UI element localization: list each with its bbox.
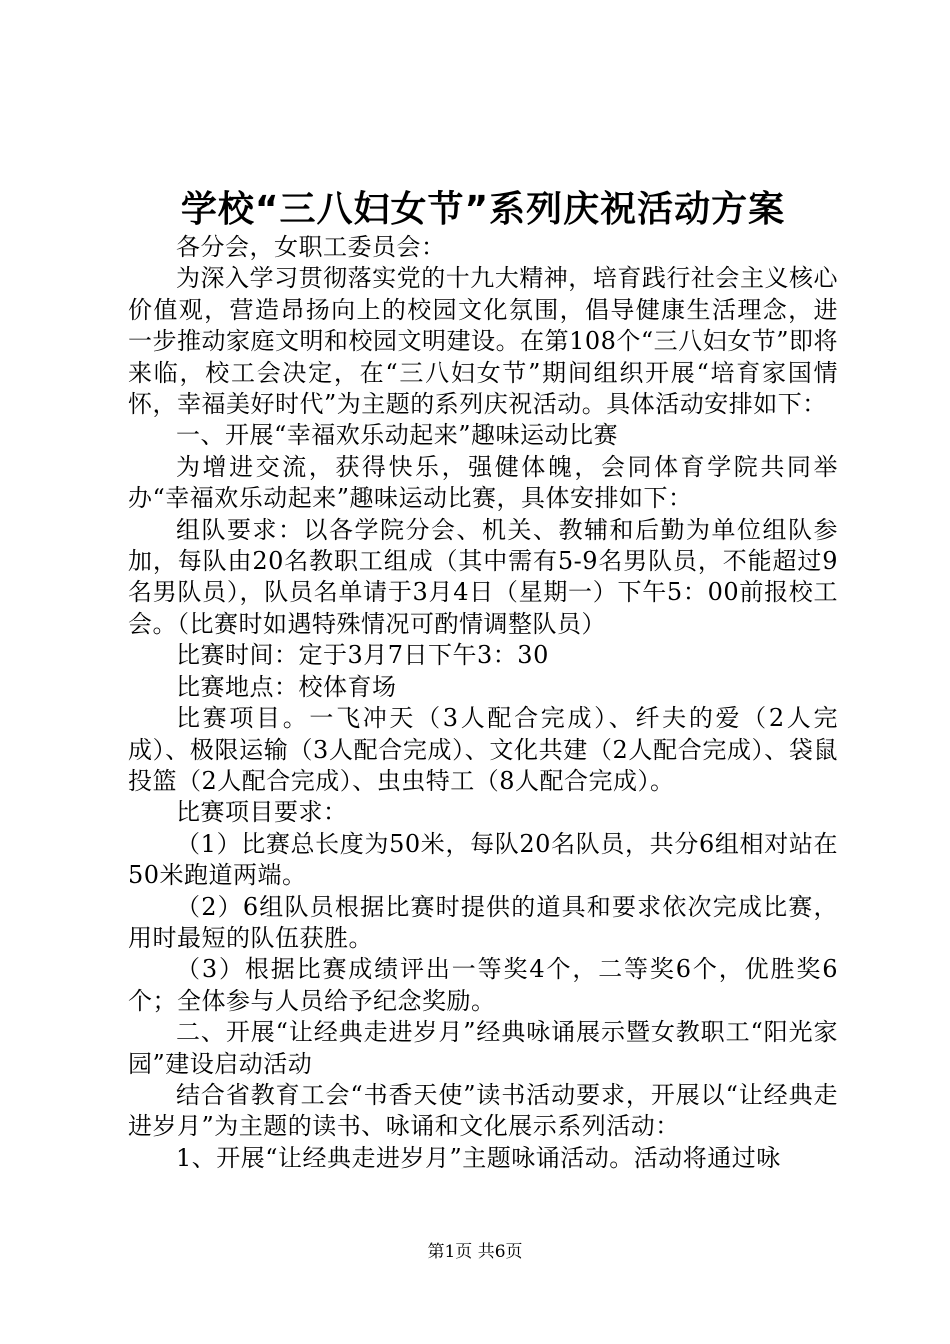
paragraph: 组队要求：以各学院分会、机关、教辅和后勤为单位组队参加，每队由20名教职工组成（其中需有5-9名男队员，不能超过9名男队员），队员名单请于3月4日（星期一）下午5：00前报校工会。（比赛时如遇特殊情况可酌情调整队员）: [128, 515, 838, 638]
section-heading-1: 一、开展“幸福欢乐动起来”趣味运动比赛: [176, 421, 619, 450]
paragraph: 1、开展“让经典走进岁月”主题咏诵活动。活动将通过咏: [176, 1143, 781, 1172]
list-item: （2）6组队员根据比赛时提供的道具和要求依次完成比赛，用时最短的队伍获胜。: [128, 892, 838, 952]
list-item: （3）根据比赛成绩评出一等奖4个，二等奖6个，优胜奖6个；全体参与人员给予纪念奖励。: [128, 955, 838, 1015]
paragraph: 结合省教育工会“书香天使”读书活动要求，开展以“让经典走进岁月”为主题的读书、咏诵和文化展示系列活动：: [128, 1080, 838, 1141]
page-footer: 第1页 共6页: [427, 1242, 523, 1262]
document-title: 学校“三八妇女节”系列庆祝活动方案: [180, 189, 786, 230]
document-body: [128, 232, 838, 1174]
paragraph: 比赛地点：校体育场: [176, 672, 397, 701]
paragraph: 比赛项目。一飞冲天（3人配合完成）、纤夫的爱（2人完成）、极限运输（3人配合完成）、文化共建（2人配合完成）、袋鼠投篮（2人配合完成）、虫虫特工（8人配合完成）。: [128, 704, 838, 795]
paragraph: 比赛时间：定于3月7日下午3：30: [176, 641, 549, 670]
paragraph-salutation: 各分会，女职工委员会：: [176, 233, 446, 261]
paragraph: 为增进交流，获得快乐，强健体魄，会同体育学院共同举办“幸福欢乐动起来”趣味运动比赛，具体安排如下：: [128, 452, 838, 513]
section-heading-2: 二、开展“让经典走进岁月”经典咏诵展示暨女教职工“阳光家园”建设启动活动: [128, 1018, 838, 1078]
paragraph: 比赛项目要求：: [176, 798, 348, 827]
list-item: （1）比赛总长度为50米，每队20名队员，共分6组相对站在50米跑道两端。: [128, 829, 838, 890]
paragraph-intro: 为深入学习贯彻落实党的十九大精神，培育践行社会主义核心价值观，营造昂扬向上的校园文化氛围，倡导健康生活理念，进一步推动家庭文明和校园文明建设。在第108个“三八妇女节”即将来临，校工会决定，在“三八妇女节”期间组织开展“培育家国情怀，幸福美好时代”为主题的系列庆祝活动。具体活动安排如下：: [128, 264, 838, 419]
